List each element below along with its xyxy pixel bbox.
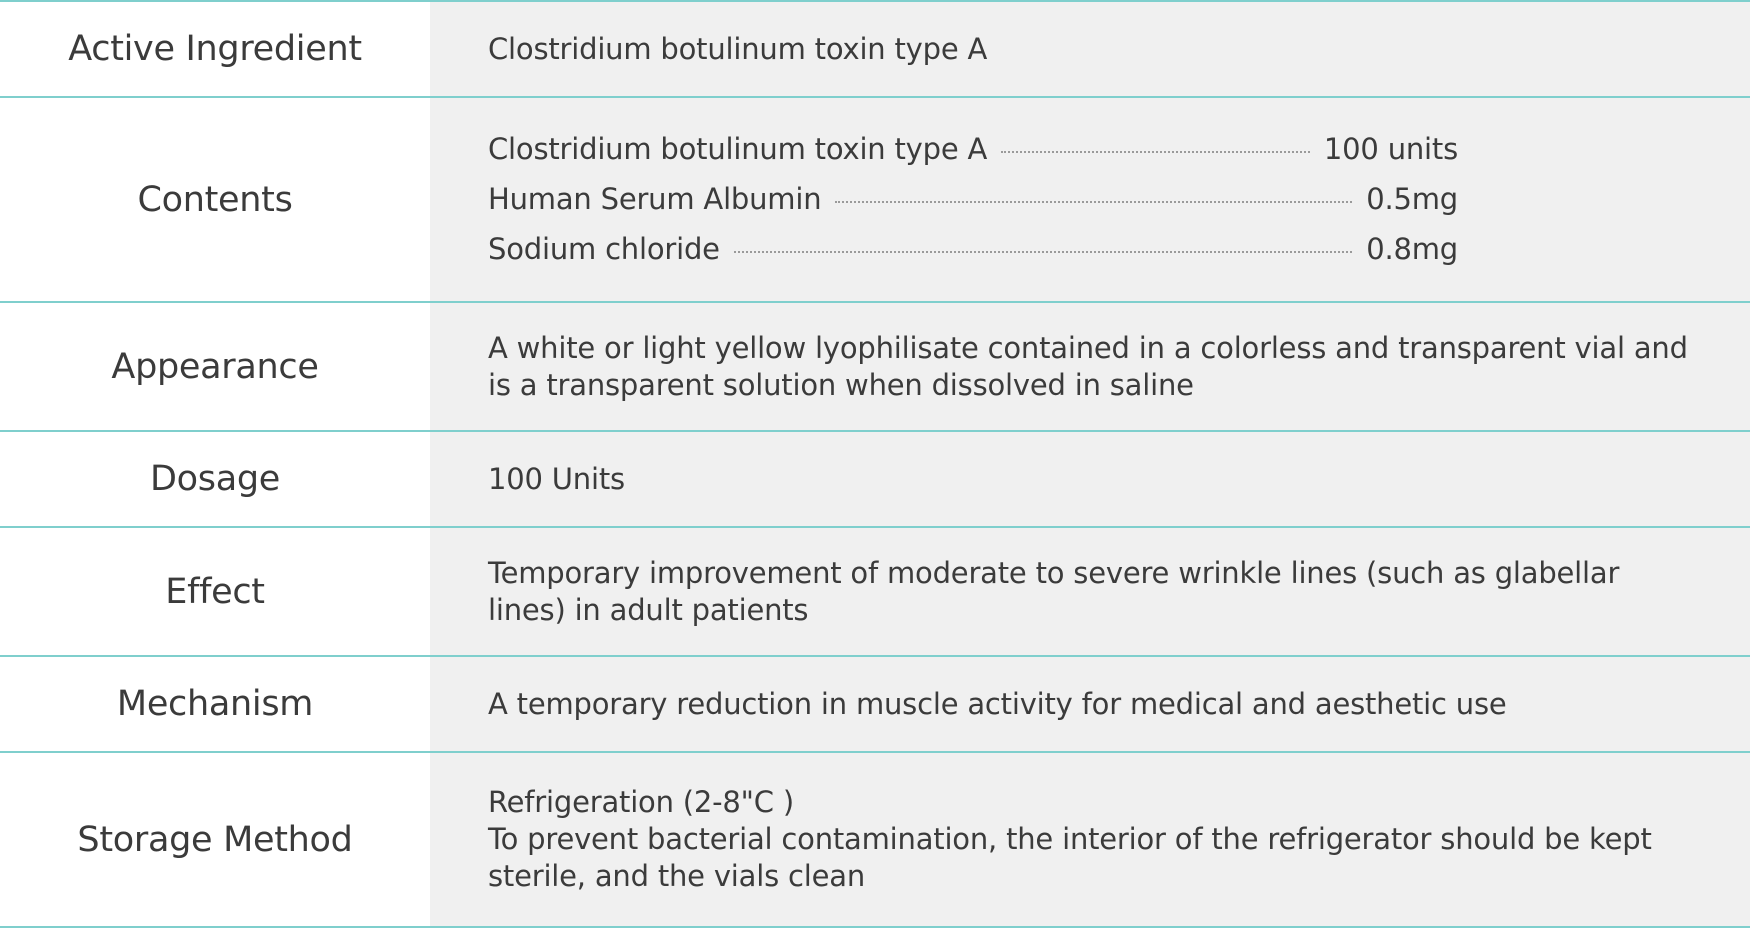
storage-line: To prevent bacterial contamination, the interior of the refrigerator should be kept sterile, and the vials clean (488, 822, 1652, 893)
contents-item-amount: 0.8mg (1366, 232, 1458, 266)
contents-item (488, 175, 1458, 225)
spec-row-appearance (0, 302, 1750, 431)
storage-line: Refrigeration (2-8"C ) (488, 785, 794, 819)
spec-label: Mechanism (0, 656, 430, 752)
spec-label: Effect (0, 527, 430, 656)
spec-row-effect (0, 527, 1750, 656)
contents-list (430, 97, 1750, 302)
spec-label: Storage Method (0, 752, 430, 927)
contents-item-amount: 0.5mg (1366, 182, 1458, 216)
contents-item-name: Clostridium botulinum toxin type A (488, 132, 988, 166)
contents-item (488, 125, 1458, 175)
dotted-leader (734, 251, 1352, 253)
spec-row-mechanism (0, 656, 1750, 752)
spec-value: Temporary improvement of moderate to severe wrinkle lines (such as glabellar lines) in adult patients (430, 527, 1750, 656)
spec-label: Contents (0, 97, 430, 302)
spec-value: Clostridium botulinum toxin type A (430, 1, 1750, 97)
storage-value (430, 752, 1750, 927)
spec-value: 100 Units (430, 431, 1750, 527)
dotted-leader (835, 201, 1352, 203)
spec-label: Appearance (0, 302, 430, 431)
spec-row-contents (0, 97, 1750, 302)
contents-item-name: Sodium chloride (488, 232, 720, 266)
spec-value: A white or light yellow lyophilisate contained in a colorless and transparent vial and is a transparent solution when dissolved in saline (430, 302, 1750, 431)
spec-label: Active Ingredient (0, 1, 430, 97)
contents-item-amount: 100 units (1323, 132, 1458, 166)
spec-value: A temporary reduction in muscle activity for medical and aesthetic use (430, 656, 1750, 752)
spec-row-active-ingredient (0, 1, 1750, 97)
contents-item-name: Human Serum Albumin (488, 182, 822, 216)
spec-row-dosage (0, 431, 1750, 527)
spec-row-storage-method (0, 752, 1750, 927)
dotted-leader (1001, 151, 1310, 153)
contents-item (488, 225, 1458, 275)
spec-label: Dosage (0, 431, 430, 527)
